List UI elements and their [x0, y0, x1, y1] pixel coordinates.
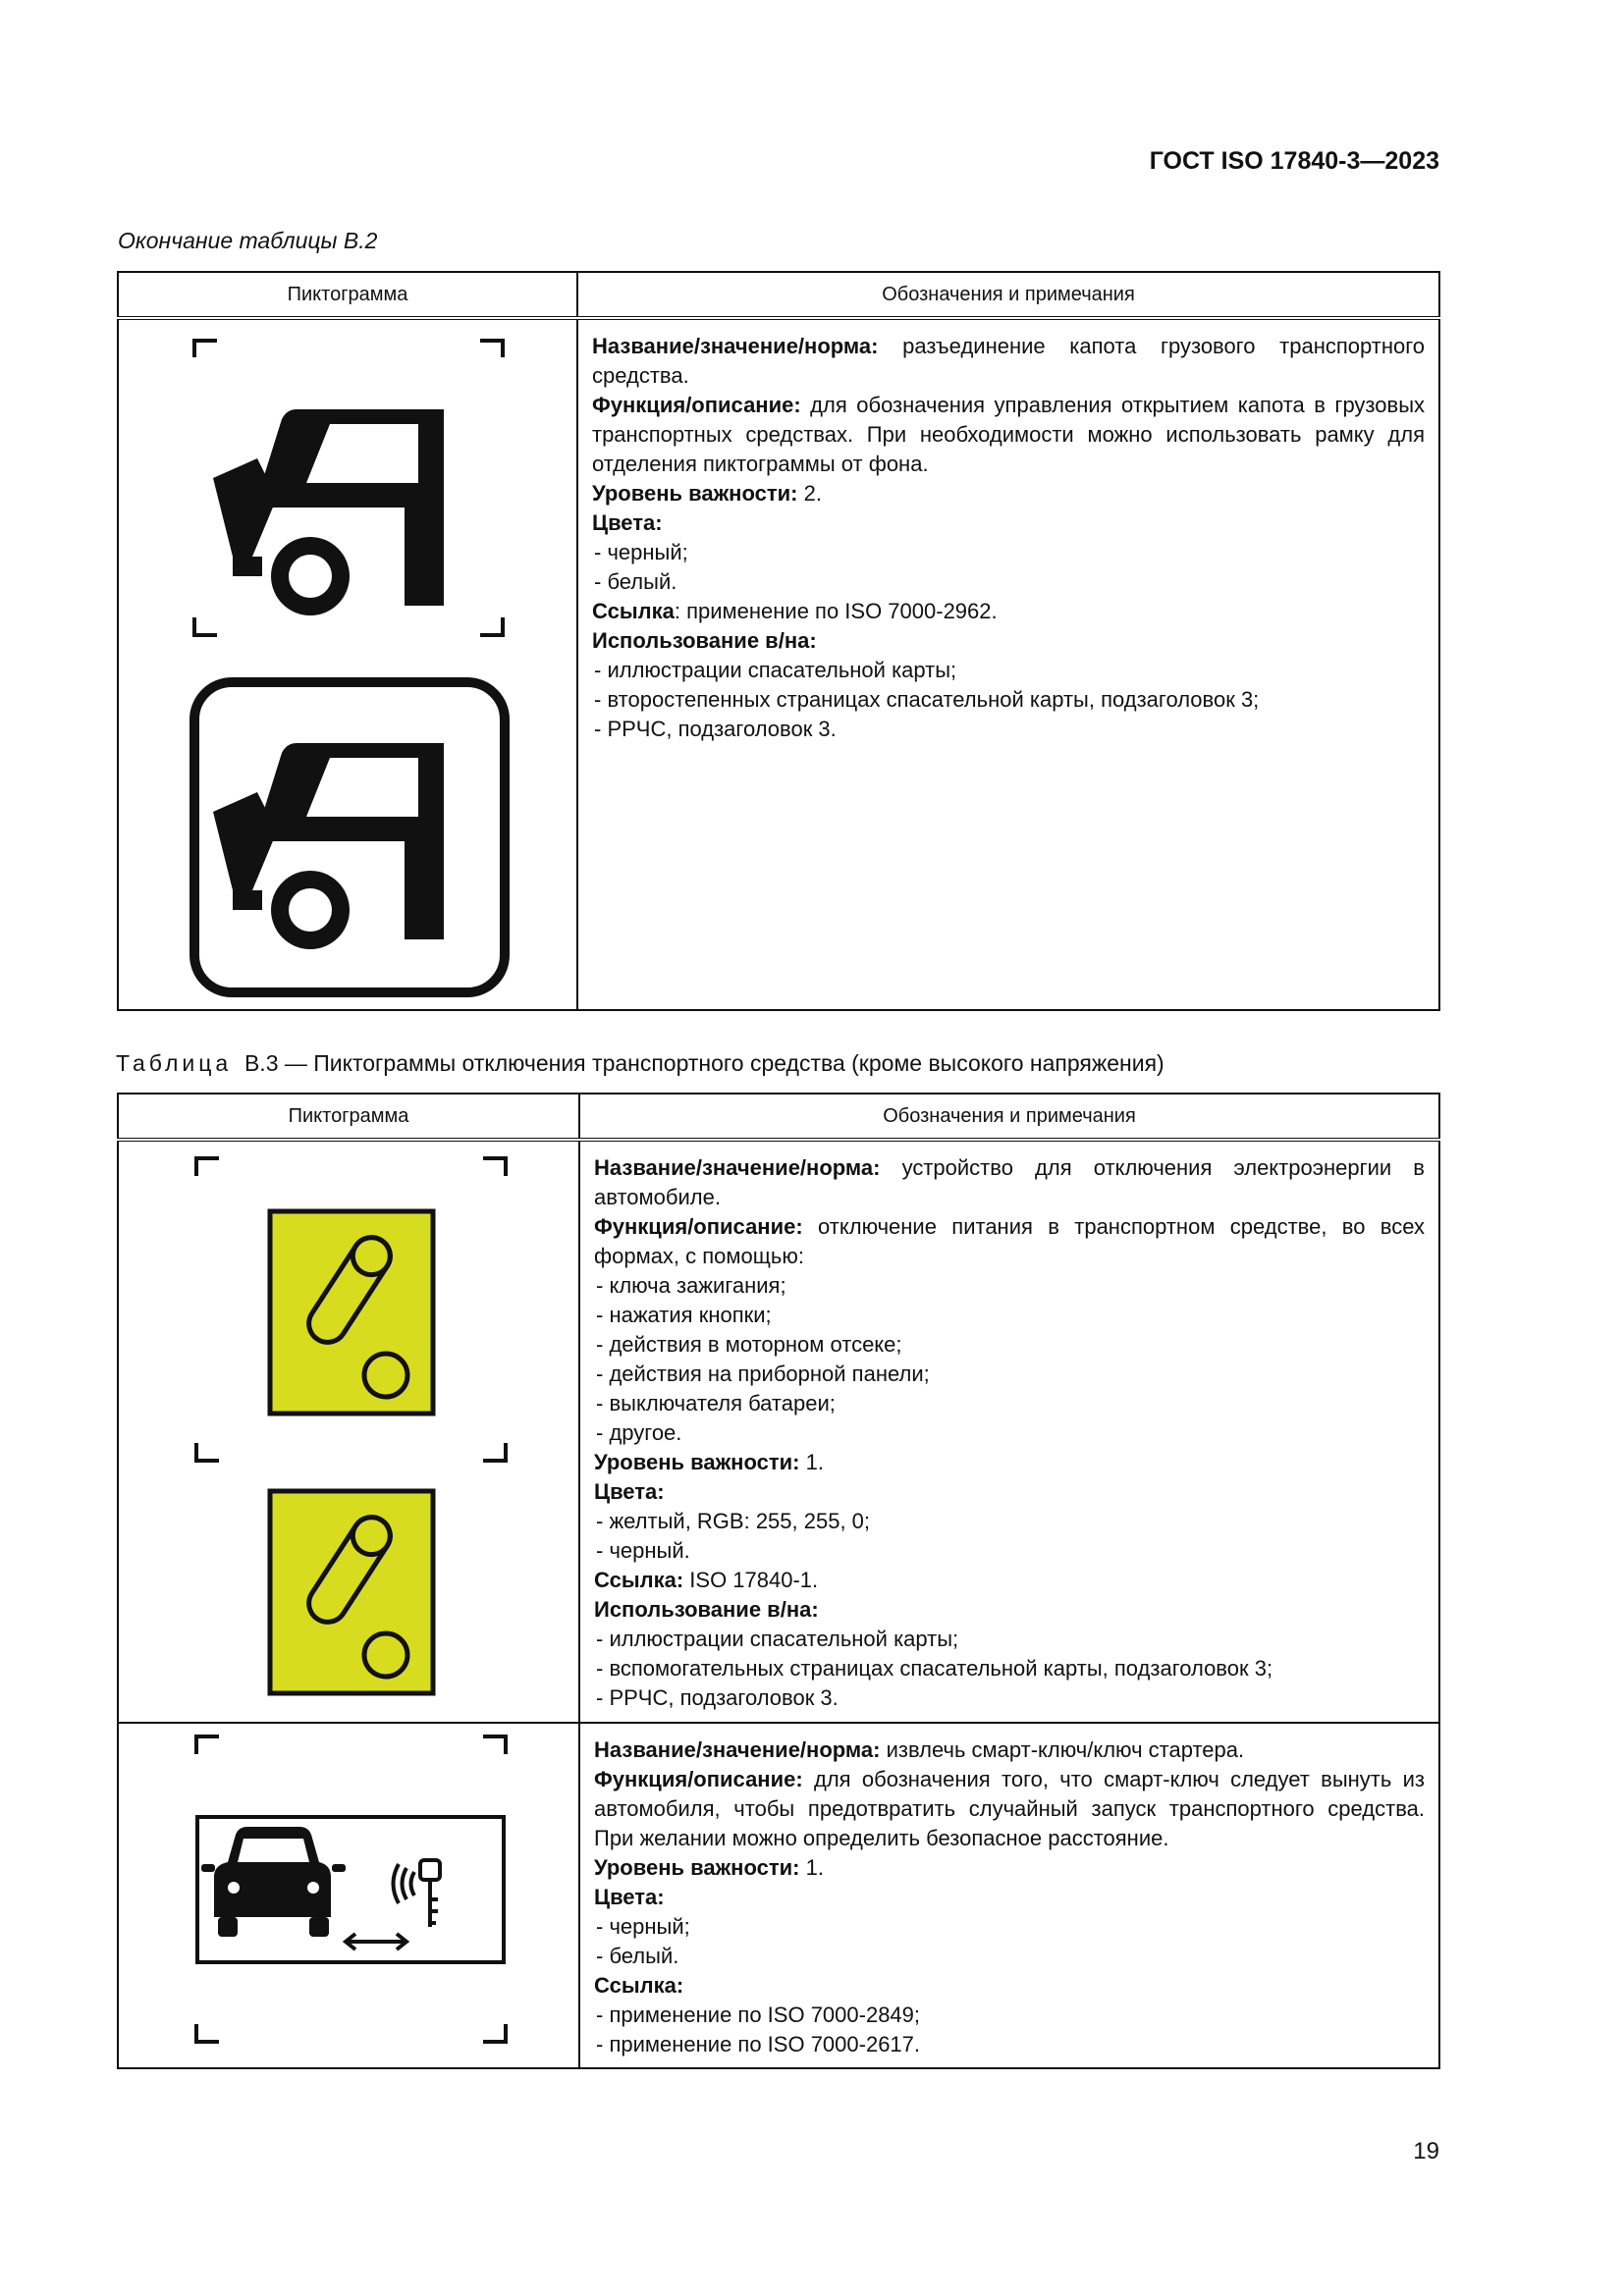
list-item: - белый.: [594, 1942, 1425, 1971]
truck-hood-icon-framed: [213, 743, 444, 949]
column-header-pictogram: Пиктограмма: [118, 1094, 579, 1140]
reference-label: Ссылка:: [594, 1973, 684, 1998]
colors-label: Цвета:: [594, 1885, 665, 1909]
notes-cell: [577, 318, 1439, 1010]
list-item: - второстепенных страницах спасательной карты, подзаголовок 3;: [592, 685, 1425, 715]
name-text: извлечь смарт-ключ/ключ стартера.: [886, 1737, 1245, 1762]
name-text: разъединение капота грузового транспортного средства.: [592, 334, 1425, 388]
function-text: для обозначения того, что смарт-ключ следует вынуть из автомобиля, чтобы предотвратить случайный запуск транспортного средства. При желании можно определить безопасное расстояние.: [594, 1767, 1425, 1850]
function-label: Функция/описание:: [594, 1767, 803, 1791]
table-b3-caption: [116, 1050, 1164, 1077]
notes-cell: [579, 1140, 1439, 1723]
pictogram-cell: [118, 1723, 579, 2068]
hood-release-pictograms: [120, 321, 575, 1008]
reference-label: Ссылка: [592, 599, 675, 623]
colors-label: Цвета:: [592, 510, 663, 535]
list-item: - РРЧС, подзаголовок 3.: [594, 1683, 1425, 1713]
function-text: отключение питания в транспортном средстве, во всех формах, с помощью:: [594, 1214, 1425, 1268]
column-header-pictogram: Пиктограмма: [118, 272, 577, 318]
function-label: Функция/описание:: [594, 1214, 803, 1239]
reference-text: ISO 17840-1.: [689, 1568, 819, 1592]
usage-label: Использование в/на:: [594, 1597, 819, 1622]
name-label: Название/значение/норма:: [592, 334, 879, 358]
colors-label: Цвета:: [594, 1479, 665, 1504]
standard-designation: ГОСТ ISO 17840-3—2023: [1149, 147, 1439, 175]
list-item: - применение по ISO 7000-2849;: [594, 2001, 1425, 2030]
list-item: - действия на приборной панели;: [594, 1360, 1425, 1389]
list-item: - РРЧС, подзаголовок 3.: [592, 715, 1425, 744]
usage-label: Использование в/на:: [592, 628, 817, 653]
reference-label: Ссылка:: [594, 1568, 684, 1592]
level-value: 2.: [803, 481, 822, 506]
caption-text: В.3 — Пиктограммы отключения транспортного средства (кроме высокого напряжения): [244, 1050, 1164, 1076]
power-disconnect-pictograms: [120, 1143, 577, 1721]
table-b2-caption: Окончание таблицы В.2: [118, 228, 378, 253]
list-item: - иллюстрации спасательной карты;: [594, 1625, 1425, 1654]
list-item: - другое.: [594, 1418, 1425, 1448]
list-item: - иллюстрации спасательной карты;: [592, 656, 1425, 685]
table-b3: [117, 1093, 1440, 2069]
list-item: - белый.: [592, 567, 1425, 597]
name-label: Название/значение/норма:: [594, 1737, 881, 1762]
list-item: - черный;: [594, 1912, 1425, 1942]
column-header-notes: Обозначения и примечания: [579, 1094, 1439, 1140]
list-item: - черный.: [594, 1536, 1425, 1566]
caption-prefix: Таблица: [116, 1050, 233, 1076]
pictogram-cell: [118, 1140, 579, 1723]
pictogram-cell: [118, 318, 577, 1010]
name-text: устройство для отключения электроэнергии в автомобиле.: [594, 1155, 1425, 1209]
column-header-notes: Обозначения и примечания: [577, 272, 1439, 318]
list-item: - вспомогательных страницах спасательной карты, подзаголовок 3;: [594, 1654, 1425, 1683]
level-label: Уровень важности:: [592, 481, 798, 506]
name-label: Название/значение/норма:: [594, 1155, 881, 1180]
smart-key-pictogram: [120, 1725, 577, 2066]
level-value: 1.: [805, 1855, 824, 1880]
list-item: - применение по ISO 7000-2617.: [594, 2030, 1425, 2059]
list-item: - желтый, RGB: 255, 255, 0;: [594, 1507, 1425, 1536]
list-item: - действия в моторном отсеке;: [594, 1330, 1425, 1360]
power-disconnect-icon-2: [270, 1491, 433, 1693]
level-label: Уровень важности:: [594, 1450, 800, 1474]
power-disconnect-icon: [270, 1211, 433, 1414]
notes-cell: [579, 1723, 1439, 2068]
list-item: - выключателя батареи;: [594, 1389, 1425, 1418]
function-text: для обозначения управления открытием капота в грузовых транспортных средствах. При необходимости можно использовать рамку для отделения пиктограммы от фона.: [592, 393, 1426, 476]
page-number: 19: [1413, 2138, 1439, 2164]
list-item: - черный;: [592, 538, 1425, 567]
list-item: - ключа зажигания;: [594, 1271, 1425, 1301]
list-item: - нажатия кнопки;: [594, 1301, 1425, 1330]
function-label: Функция/описание:: [592, 393, 801, 417]
truck-hood-icon: [213, 409, 444, 615]
level-label: Уровень важности:: [594, 1855, 800, 1880]
reference-text: : применение по ISO 7000-2962.: [674, 599, 998, 623]
table-b2: [117, 271, 1440, 1011]
level-value: 1.: [805, 1450, 824, 1474]
